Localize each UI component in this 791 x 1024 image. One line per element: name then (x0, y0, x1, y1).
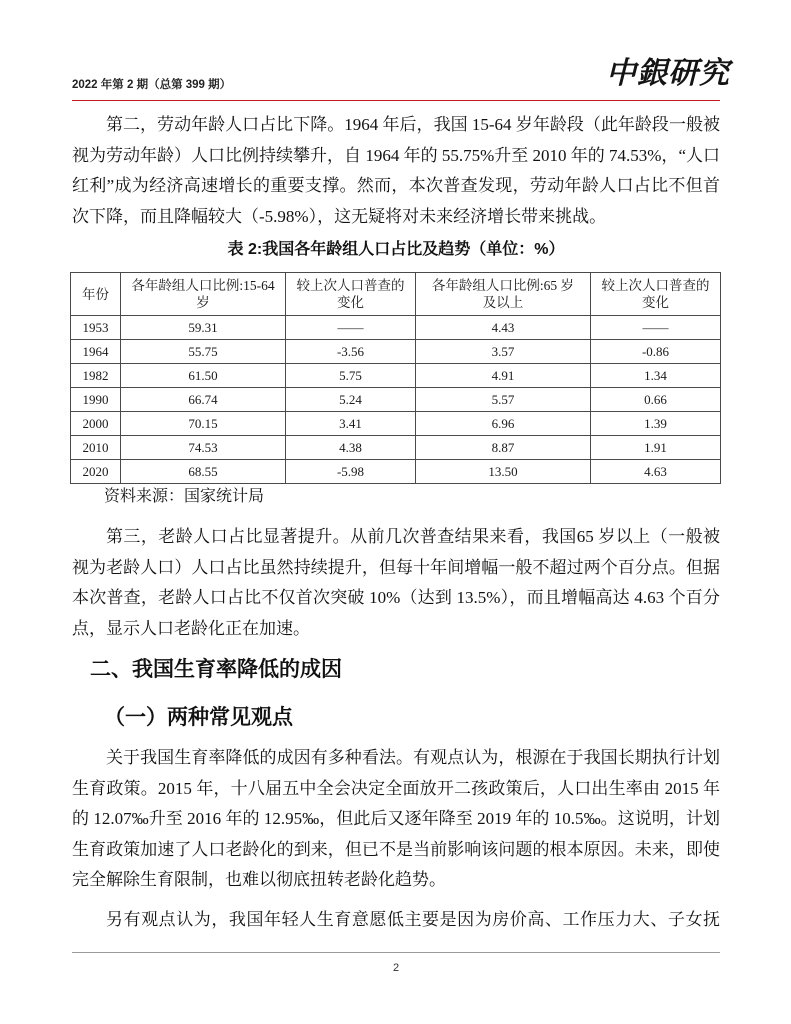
cell-elderly-change: 4.63 (591, 460, 721, 484)
cell-elderly-change: 1.34 (591, 364, 721, 388)
issue-label: 2022 年第 2 期（总第 399 期） (72, 79, 232, 91)
cell-elderly-share: 5.57 (416, 388, 591, 412)
cell-working-age-change: -3.56 (286, 340, 416, 364)
column-header-working-age-change: 较上次人口普查的变化 (286, 273, 416, 316)
table-row (71, 316, 721, 340)
subsection-heading: （一）两种常见观点 (104, 706, 293, 729)
cell-elderly-share: 8.87 (416, 436, 591, 460)
table-caption: 表 2:我国各年龄组人口占比及趋势（单位：%） (227, 241, 565, 258)
table-row (71, 412, 721, 436)
cell-elderly-change: 1.39 (591, 412, 721, 436)
brand-logo: 中銀研究 (606, 56, 730, 91)
paragraph-family-planning-view: 关于我国生育率降低的成因有多种看法。有观点认为，根源在于我国长期执行计划生育政策。2015 年，十八届五中全会决定全面放开二孩政策后，人口出生率由 2015 年的 12.07‰升至 2016 年的 12.95‰，但此后又逐年降至 2019 年的 10.5‰。这说明，计划生育政策加速了人口老龄化的到来，但已不是当前影响该问题的根本原因。未来，即使完全解除生育限制，也难以彻底扭转老龄化趋势。 (72, 748, 720, 890)
cell-elderly-share: 13.50 (416, 460, 591, 484)
cell-working-age-share: 55.75 (121, 340, 286, 364)
table-source-note: 资料来源：国家统计局 (104, 488, 265, 505)
cell-working-age-share: 59.31 (121, 316, 286, 340)
cell-working-age-share: 66.74 (121, 388, 286, 412)
header-divider (72, 100, 720, 101)
table-row (71, 388, 721, 412)
cell-elderly-share: 6.96 (416, 412, 591, 436)
column-header-working-age-share: 各年龄组人口比例:15-64 岁 (121, 273, 286, 316)
table-row (71, 460, 721, 484)
column-header-elderly-change: 较上次人口普查的变化 (591, 273, 721, 316)
cell-year: 1964 (71, 340, 121, 364)
column-header-year: 年份 (71, 273, 121, 316)
cell-year: 1953 (71, 316, 121, 340)
cell-working-age-share: 68.55 (121, 460, 286, 484)
cell-working-age-change: 4.38 (286, 436, 416, 460)
cell-elderly-share: 4.91 (416, 364, 591, 388)
cell-elderly-change: 0.66 (591, 388, 721, 412)
cell-working-age-change: 5.75 (286, 364, 416, 388)
paragraph-working-age-decline: 第二，劳动年龄人口占比下降。1964 年后，我国 15-64 岁年龄段（此年龄段一般被视为劳动年龄）人口比例持续攀升，自 1964 年的 55.75%升至 2010 年的 74.53%，“人口红利”成为经济高速增长的重要支撑。然而，本次普查发现，劳动年龄人口占比不但首次下降，而且降幅较大（-5.98%），这无疑将对未来经济增长带来挑战。 (72, 115, 720, 226)
cell-working-age-change: 3.41 (286, 412, 416, 436)
cell-working-age-share: 74.53 (121, 436, 286, 460)
cell-working-age-change: —— (286, 316, 416, 340)
cell-year: 1990 (71, 388, 121, 412)
cell-elderly-share: 3.57 (416, 340, 591, 364)
cell-year: 2000 (71, 412, 121, 436)
cell-working-age-share: 61.50 (121, 364, 286, 388)
cell-elderly-change: 1.91 (591, 436, 721, 460)
paragraph-cost-pressure-view: 另有观点认为，我国年轻人生育意愿低主要是因为房价高、工作压力大、子女抚 (106, 910, 720, 929)
cell-elderly-change: —— (591, 316, 721, 340)
column-header-elderly-share: 各年龄组人口比例:65 岁及以上 (416, 273, 591, 316)
table-row (71, 436, 721, 460)
section-heading: 二、我国生育率降低的成因 (90, 658, 342, 681)
cell-year: 2010 (71, 436, 121, 460)
cell-year: 1982 (71, 364, 121, 388)
table-row (71, 364, 721, 388)
cell-working-age-change: 5.24 (286, 388, 416, 412)
cell-working-age-share: 70.15 (121, 412, 286, 436)
cell-year: 2020 (71, 460, 121, 484)
age-group-table (70, 272, 721, 484)
cell-elderly-share: 4.43 (416, 316, 591, 340)
cell-elderly-change: -0.86 (591, 340, 721, 364)
paragraph-elderly-increase: 第三，老龄人口占比显著提升。从前几次普查结果来看，我国65 岁以上（一般被视为老龄人口）人口占比虽然持续提升，但每十年间增幅一般不超过两个百分点。但据本次普查，老龄人口占比不仅首次突破 10%（达到 13.5%），而且增幅高达 4.63 个百分点，显示人口老龄化正在加速。 (72, 527, 720, 638)
page-number: 2 (392, 962, 400, 974)
table-header-row (71, 273, 721, 316)
cell-working-age-change: -5.98 (286, 460, 416, 484)
table-row (71, 340, 721, 364)
footer-divider (72, 952, 720, 953)
